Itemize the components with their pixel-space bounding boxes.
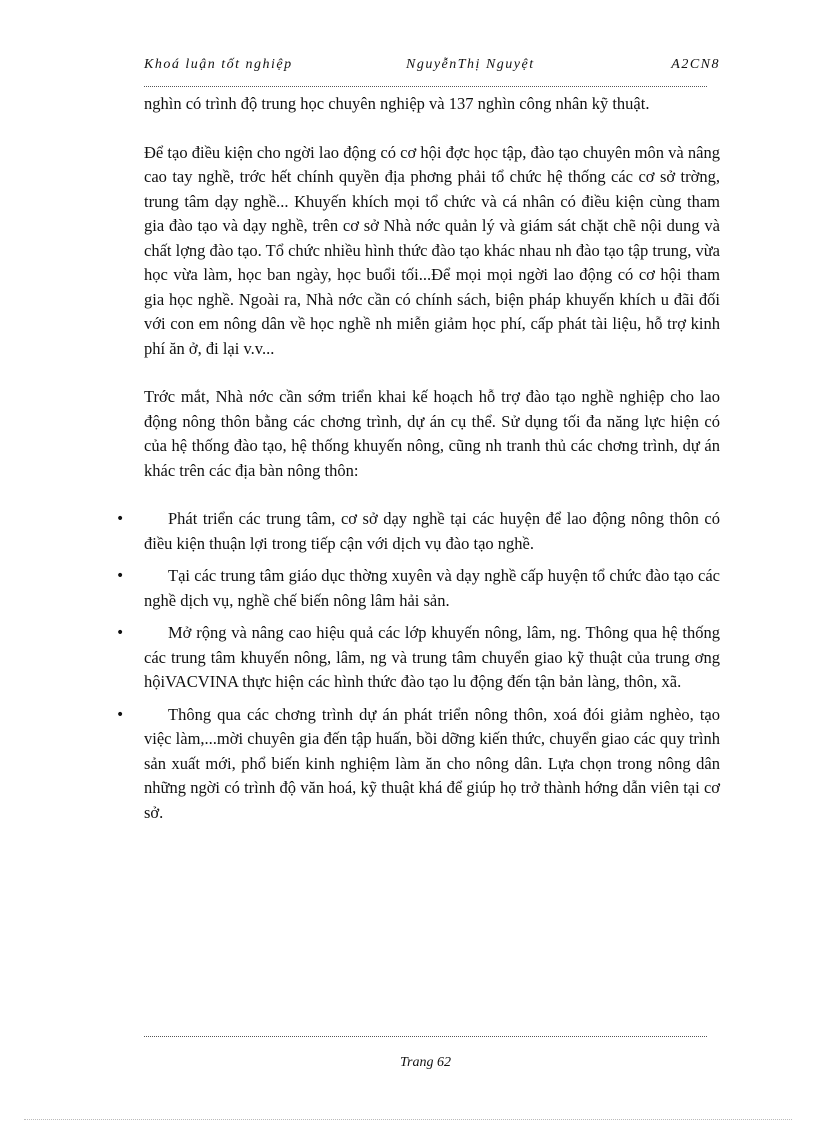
page-header [144,57,720,79]
page-body [116,92,720,833]
page-number: Trang 62 [400,1055,451,1070]
list-item [116,621,720,695]
list-item [116,703,720,826]
bullet-icon: • [116,706,125,723]
header-divider [144,86,707,87]
header-class-code: A2CN8 [671,57,720,72]
bullet-icon: • [116,568,125,584]
list-item-text: Thông qua các chơng trình dự án phát triển nông thôn, xoá đói giảm nghèo, tạo việc làm,...mời chuyên gia đến tập huấn, bồi dỡng kiến thức, chuyển giao các quy trình sản xuất mới, phổ biến kinh nghiệm làm ăn cho nông dân. Lựa chọn trong nông dân những ngời có trình độ văn hoá, kỹ thuật khá để giúp họ trở thành hớng dẫn viên tại cơ sở. [144,704,720,822]
list-item [116,507,720,556]
paragraph-continuation: nghìn có trình độ trung học chuyên nghiệp và 137 nghìn công nhân kỹ thuật. [144,94,650,113]
list-item-text: Phát triển các trung tâm, cơ sở dạy nghề tại các huyện để lao động nông thôn có điều kiện thuận lợi trong tiếp cận với dịch vụ đào tạo nghề. [144,509,720,553]
bullet-icon: • [116,625,125,641]
paragraph-training-conditions: Để tạo điều kiện cho ngời lao động có cơ hội đợc học tập, đào tạo chuyên môn và nâng cao tay nghề, trớc hết chính quyền địa phơng phải tổ chức hệ thống các cơ sở trờng, trung tâm dạy nghề... Khuyến khích mọi tổ chức và cá nhân có điều kiện cùng tham gia đào tạo và dạy nghề, trên cơ sở Nhà nớc quản lý và giám sát chặt chẽ nội dung và chất lợng đào tạo. Tổ chức nhiều hình thức đào tạo khác nhau nh đào tạo tập trung, vừa học vừa làm, học ban ngày, học buổi tối...Để mọi mọi ngời lao động có cơ hội tham gia học nghề. Ngoài ra, Nhà nớc cần có chính sách, biện pháp khuyến khích u đãi đối với con em nông dân về học nghề nh miễn giảm học phí, cấp phát tài liệu, hỗ trợ kinh phí ăn ở, đi lại v.v... [144,142,720,358]
list-item-text: Mở rộng và nâng cao hiệu quả các lớp khuyến nông, lâm, ng. Thông qua hệ thống các trung tâm khuyến nông, lâm, ng và trung tâm chuyển giao kỹ thuật của trung ơng hộiVACVINA thực hiện các hình thức đào tạo lu động đến tận bản làng, thôn, xã. [144,623,720,691]
paragraph-immediate-plan: Trớc mắt, Nhà nớc cần sớm triển khai kế hoạch hỗ trợ đào tạo nghề nghiệp cho lao động nông thôn bằng các chơng trình, dự án cụ thể. Sử dụng tối đa năng lực hiện có của hệ thống đào tạo, hệ thống khuyến nông, cũng nh tranh thủ các chơng trình, dự án khác trên các địa bàn nông thôn: [144,387,720,480]
footer-divider [144,1036,707,1037]
bullet-list [116,507,720,825]
header-thesis-title: Khoá luận tốt nghiệp [144,57,293,72]
list-item [116,564,720,613]
bullet-icon: • [116,511,125,527]
list-item-text: Tại các trung tâm giáo dục thờng xuyên và dạy nghề cấp huyện tổ chức đào tạo các nghề dịch vụ, nghề chế biến nông lâm hải sản. [144,566,720,610]
page-edge-divider [24,1119,792,1120]
header-author: NguyễnThị Nguyệt [406,57,535,72]
